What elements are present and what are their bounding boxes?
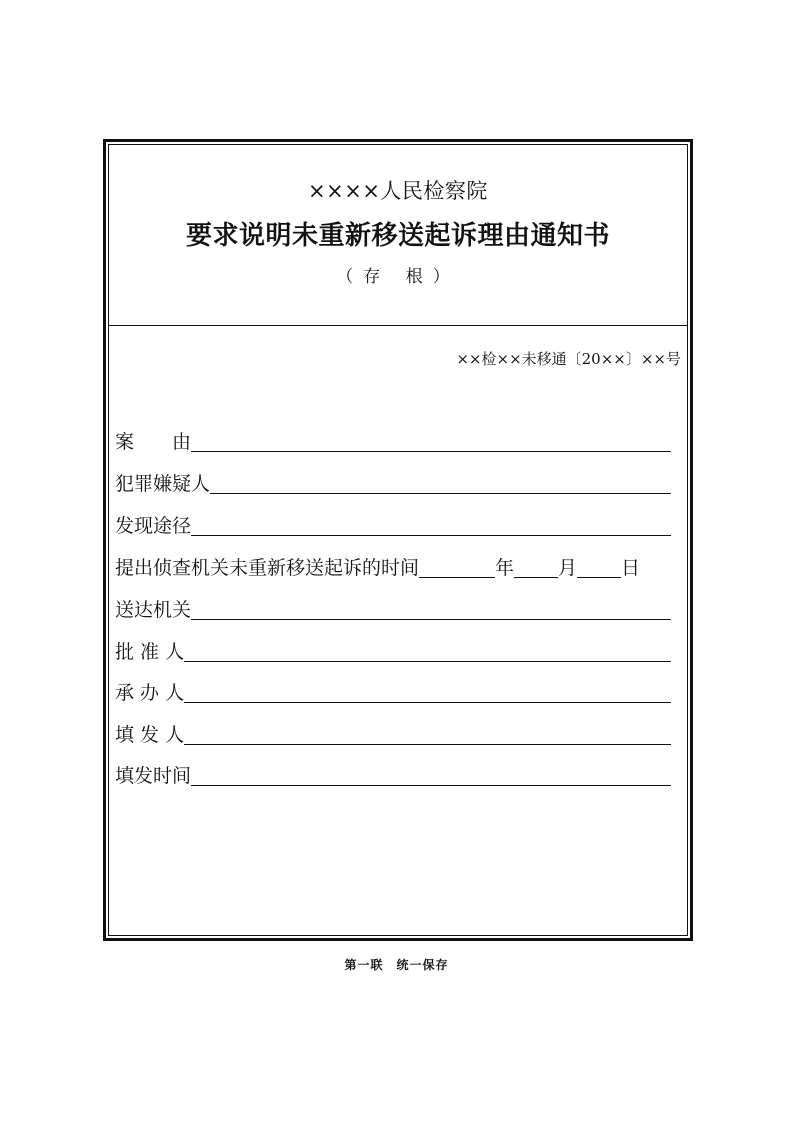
day-label: 日 [621, 557, 641, 579]
field-delivery-org [115, 593, 671, 621]
deadline-label: 提出侦查机关未重新移送起诉的时间 [115, 557, 420, 579]
month-blank[interactable] [514, 557, 558, 578]
day-blank[interactable] [577, 557, 621, 578]
issuer-line[interactable] [184, 724, 671, 745]
year-blank[interactable] [419, 557, 495, 578]
year-label: 年 [495, 557, 515, 579]
issue-time-label: 填发时间 [115, 765, 192, 787]
issuer-label: 填 发 人 [115, 724, 185, 746]
document-frame [103, 139, 693, 941]
case-cause-line[interactable] [191, 431, 671, 452]
field-case-cause [115, 425, 671, 453]
discovery-label: 发现途径 [115, 515, 192, 537]
field-issuer [115, 718, 671, 746]
field-suspect [115, 467, 671, 495]
delivery-org-label: 送达机关 [115, 599, 192, 621]
field-handler [115, 676, 671, 704]
suspect-label: 犯罪嫌疑人 [115, 473, 211, 495]
delivery-org-line[interactable] [191, 599, 671, 620]
suspect-line[interactable] [210, 473, 671, 494]
header-section [109, 145, 687, 326]
field-issue-time [115, 759, 671, 787]
footer-note: 第一联 统一保存 [344, 958, 449, 972]
document-inner-frame [108, 144, 688, 936]
handler-line[interactable] [184, 682, 671, 703]
handler-label: 承 办 人 [115, 682, 185, 704]
field-deadline [115, 551, 671, 579]
field-approver [115, 635, 671, 663]
document-subtitle: （存 根） [336, 267, 460, 287]
case-cause-label: 案 由 [115, 431, 192, 453]
approver-line[interactable] [184, 641, 671, 662]
month-label: 月 [558, 557, 578, 579]
court-name: ××××人民检察院 [308, 179, 488, 203]
document-title: 要求说明未重新移送起诉理由通知书 [185, 221, 610, 251]
approver-label: 批 准 人 [115, 641, 185, 663]
field-discovery [115, 509, 671, 537]
issue-time-line[interactable] [191, 765, 671, 786]
document-number: ××检××未移通〔20××〕××号 [456, 350, 681, 368]
discovery-line[interactable] [191, 515, 671, 536]
